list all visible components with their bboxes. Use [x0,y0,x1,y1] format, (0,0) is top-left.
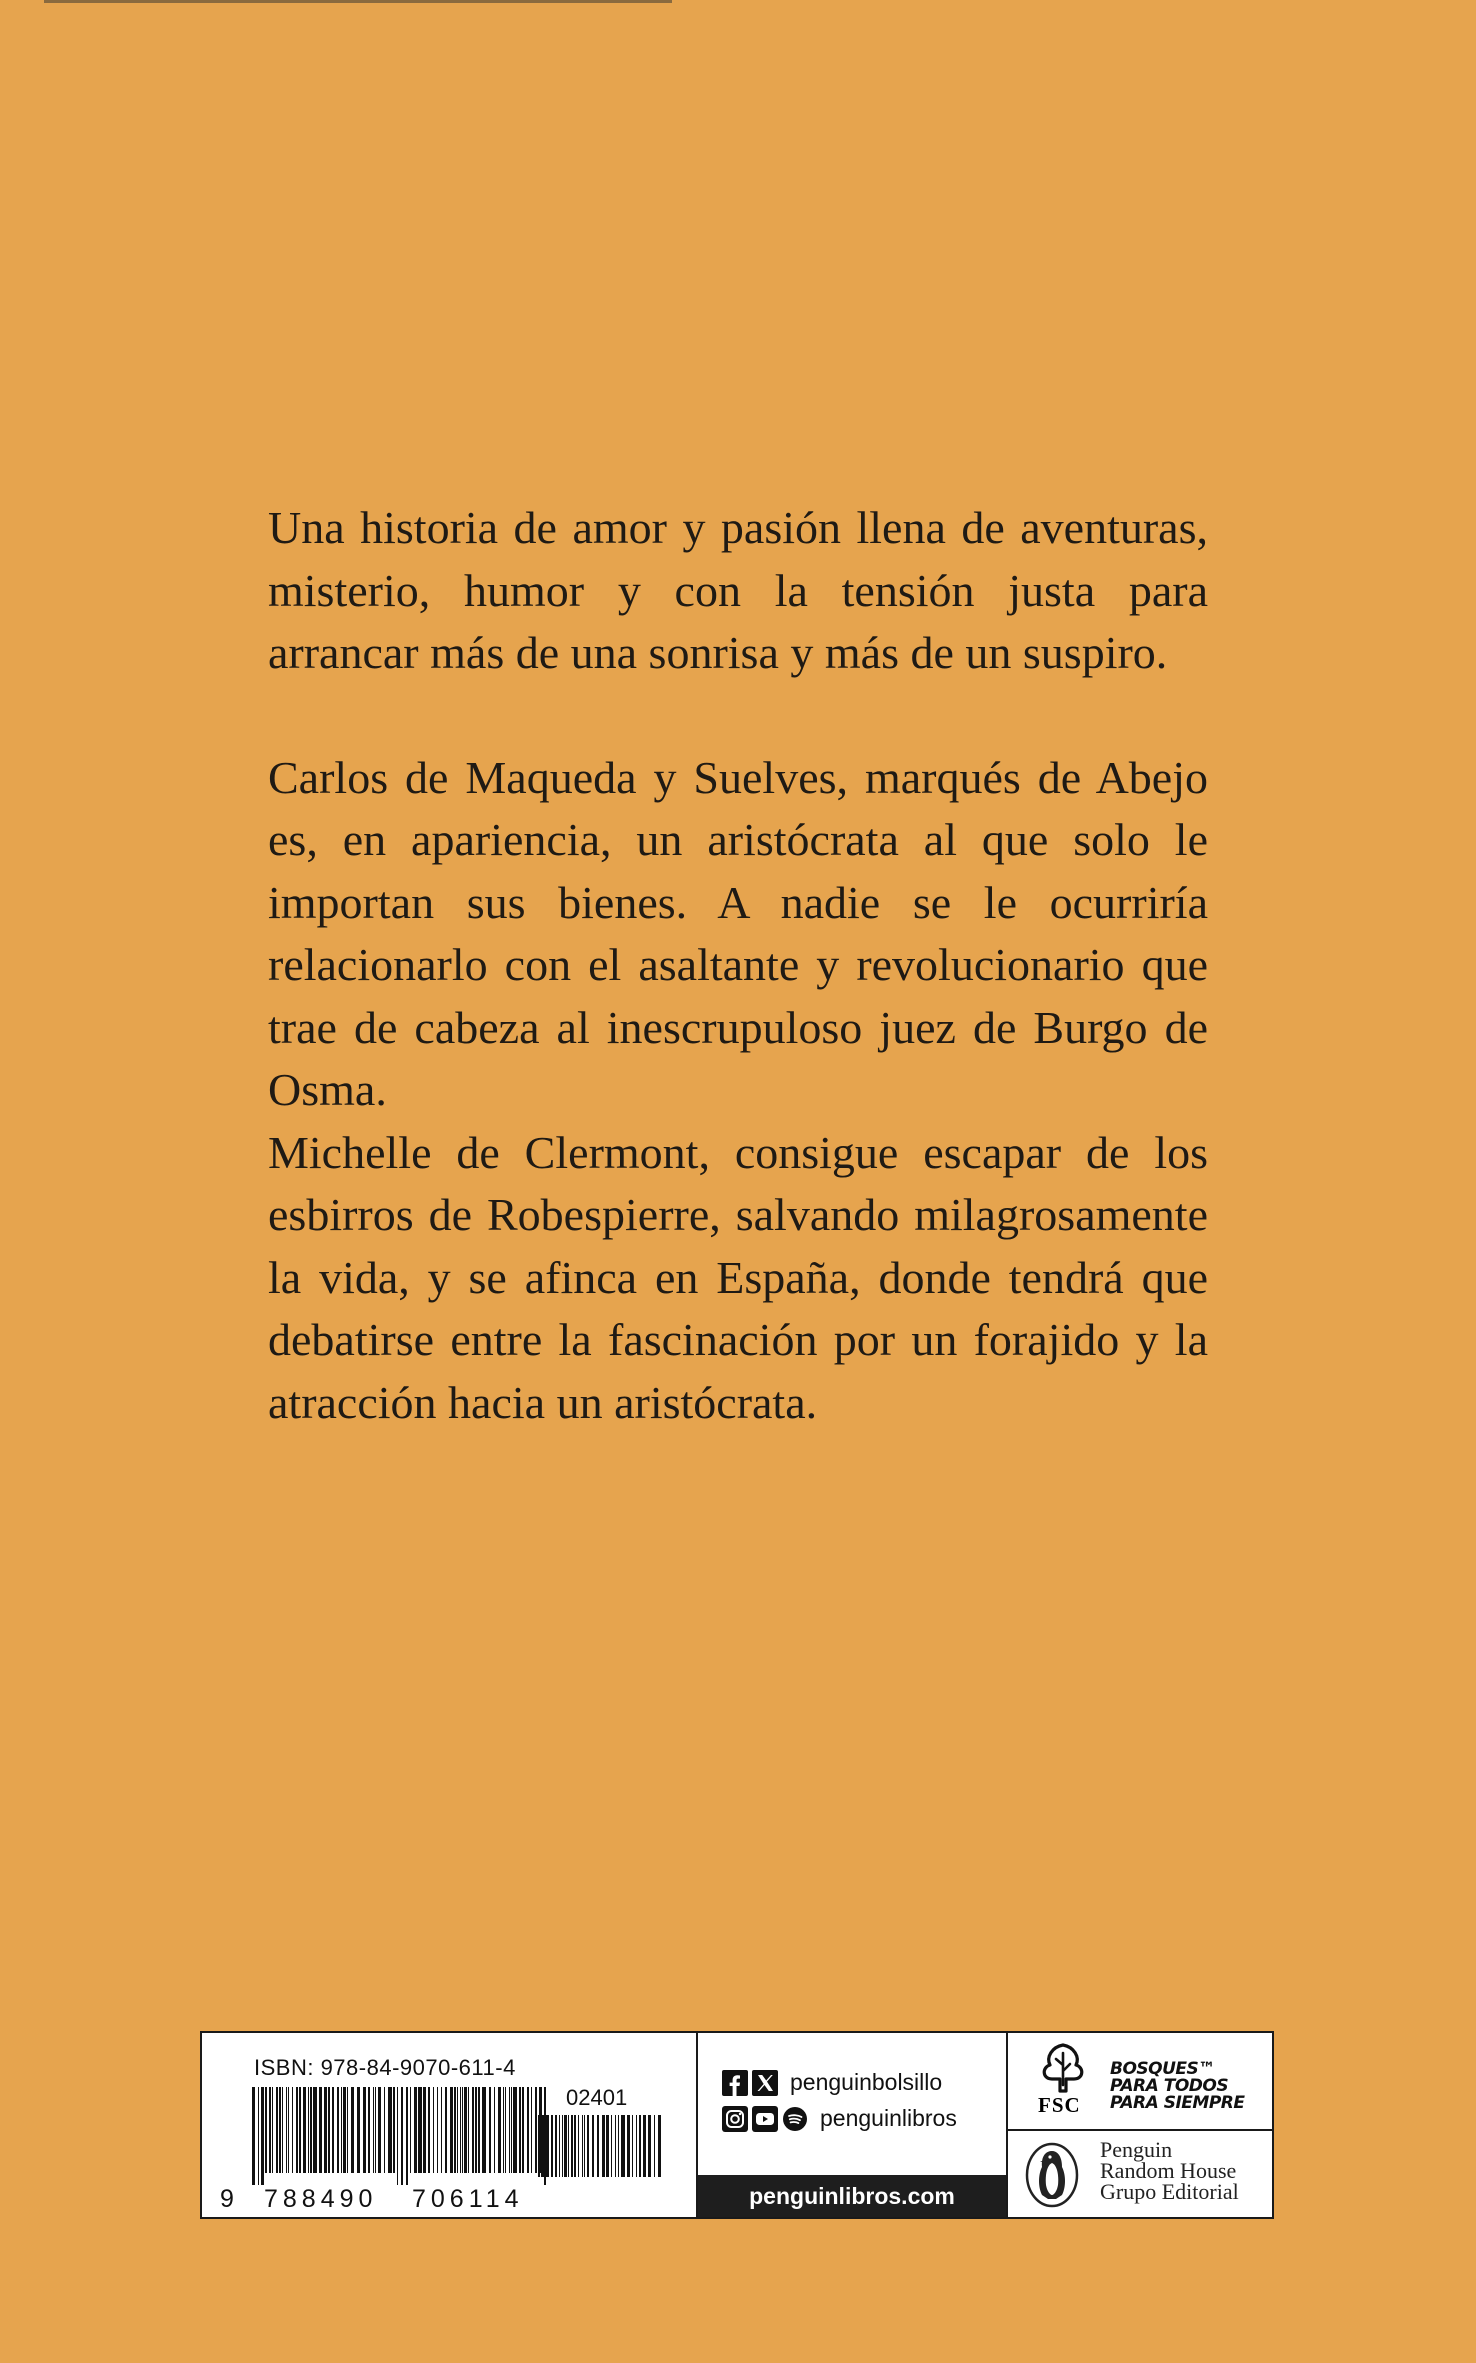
barcode-bar [545,2115,549,2177]
barcode-bar [258,2087,259,2185]
barcode-bar [423,2087,426,2173]
barcode-bar [509,2087,510,2173]
penguin-logo-icon [1024,2141,1080,2209]
barcode-bar [328,2087,330,2173]
barcode-bar [265,2087,267,2173]
barcode-bar [272,2087,273,2173]
barcode-bar [538,2115,540,2177]
barcode-bar [582,2115,583,2177]
eco-section [1008,2033,1272,2217]
barcode-bar [513,2087,517,2173]
barcode-bar [282,2087,283,2173]
barcode-bar [357,2087,360,2173]
barcode-bar [299,2087,301,2173]
barcode-bar [511,2087,512,2173]
barcode-bar [636,2115,637,2177]
barcode-bar [584,2115,585,2177]
barcode-bar [621,2115,625,2177]
barcode-bar [498,2087,501,2173]
x-icon[interactable] [752,2070,778,2096]
back-cover-blurb [268,497,1208,1434]
barcode-bar [414,2087,417,2173]
barcode-bar [618,2115,619,2177]
spotify-icon[interactable] [782,2106,808,2132]
barcode-bar [541,2115,544,2177]
barcode-bar [654,2115,655,2177]
barcode-bar [445,2087,447,2173]
barcode-bar [562,2115,563,2177]
barcode-bar [279,2087,281,2173]
barcode-bar [606,2115,609,2177]
barcode-bar [388,2087,392,2173]
barcode-bar [639,2115,641,2177]
barcode-bar [437,2087,438,2173]
bosques-line-1: BOSQUES™ [1110,2059,1215,2079]
social-handle-libros: penguinlibros [820,2105,957,2131]
bosques-slogan [1110,2061,1244,2112]
barcode-bar [269,2087,271,2173]
barcode-bar [418,2087,422,2173]
barcode-bar [252,2087,255,2185]
fsc-block [1008,2033,1272,2131]
barcode-digits-left: 788490 [264,2185,378,2213]
barcode-bar [375,2087,376,2173]
fsc-label: FSC [1038,2093,1081,2117]
social-row-bolsillo[interactable] [722,2069,942,2096]
barcode-bar [406,2087,408,2185]
barcode-bar [397,2087,398,2185]
addon-code: 02401 [566,2085,628,2110]
top-edge-line [44,0,672,3]
barcode-bar [368,2087,370,2173]
barcode-bar [441,2087,442,2173]
barcode-bar [462,2087,463,2173]
social-section [698,2033,1006,2217]
bosques-line-2: PARA TODOS [1110,2076,1229,2096]
isbn-label: ISBN: 978-84-9070-611-4 [254,2055,516,2080]
facebook-icon[interactable] [722,2070,748,2096]
barcode-bar [615,2115,616,2177]
barcode-first-digit: 9 [220,2185,234,2213]
barcode-bar [592,2115,594,2177]
barcode-bar [555,2115,557,2177]
barcode-bar [457,2087,458,2173]
barcode-bar [571,2115,573,2177]
barcode-bar [428,2087,430,2173]
barcode-bar [341,2087,342,2173]
barcode-bar [433,2087,434,2173]
barcode-bar [319,2087,322,2173]
barcode-bar [261,2087,264,2185]
barcode-bar [401,2087,403,2185]
publisher-line-1: Penguin [1100,2137,1173,2162]
barcode-bar [464,2087,467,2173]
barcode-bar [551,2115,553,2177]
barcode-bar [475,2087,477,2173]
barcode-bar [602,2115,605,2177]
barcode-bar [505,2087,506,2173]
barcode-bar [308,2087,309,2173]
barcode-bar [494,2087,495,2173]
barcode-bar [478,2087,480,2173]
fsc-tree-icon [1036,2041,1090,2093]
barcode-bar [632,2115,633,2177]
barcode-bar [587,2115,589,2177]
publisher-name [1100,2139,1239,2202]
barcode-bar [296,2087,298,2173]
blurb-paragraph-3: Michelle de Clermont, consigue escapar de los esbirros de Robespierre, salvando milagrosamente la vida, y se afinca en España, donde tendrá que debatirse entre la fascinación por un forajido y la atracción hacia un aristócrata. [268,1126,1208,1428]
barcode-section [202,2033,696,2217]
barcode-bar [535,2087,537,2173]
ean-barcode [252,2087,552,2185]
barcode-bar [410,2087,411,2173]
barcode-bar [503,2087,504,2173]
publisher-line-2: Random House [1100,2158,1237,2183]
barcode-bar [559,2115,560,2177]
barcode-bar [337,2087,339,2173]
barcode-bar [332,2087,334,2173]
barcode-bar [378,2087,381,2173]
barcode-bar [578,2115,579,2177]
barcode-bar [450,2087,453,2173]
bosques-line-3: PARA SIEMPRE [1110,2093,1245,2113]
barcode-bar [303,2087,306,2173]
barcode-bar [393,2087,395,2173]
barcode-bar [643,2115,646,2177]
barcode-bar [531,2087,532,2173]
blurb-paragraph-1: Una historia de amor y pasión llena de aventuras, misterio, humor y con la tensión justa para arrancar más de una sonrisa y más de un suspiro. [268,502,1208,678]
barcode-bar [310,2087,312,2173]
blurb-paragraph-2: Carlos de Maqueda y Suelves, marqués de Abejo es, en apariencia, un aristócrata al que solo le importan sus bienes. A nadie se le ocurriría relacionarlo con el asaltante y revolucionario que trae de cabeza al inescrupuloso juez de Burgo de Osma. [268,751,1208,1115]
barcode-bar [597,2115,599,2177]
youtube-icon[interactable] [752,2106,778,2132]
barcode-bar [527,2087,529,2173]
barcode-bar [522,2087,524,2173]
barcode-bar [611,2115,612,2177]
barcode-bar [384,2087,385,2173]
barcode-bar [568,2115,569,2177]
instagram-icon[interactable] [722,2106,748,2132]
info-panel [200,2031,1274,2219]
barcode-bar [519,2087,521,2173]
barcode-bar [373,2087,374,2173]
barcode-bar [324,2087,327,2173]
barcode-bar [489,2087,491,2173]
barcode-bar [313,2087,317,2173]
barcode-bar [482,2087,486,2173]
barcode-bar [472,2087,474,2173]
website-link[interactable]: penguinlibros.com [698,2175,1006,2217]
barcode-bar [658,2115,661,2177]
barcode-bar [627,2115,630,2177]
barcode-bar [343,2087,346,2173]
social-handle-bolsillo: penguinbolsillo [790,2069,943,2095]
barcode-bar [468,2087,469,2173]
barcode-digits-right: 706114 [412,2185,524,2213]
barcode-bar [276,2087,278,2173]
barcode-bar [351,2087,354,2173]
addon-barcode [538,2115,668,2189]
barcode-bar [292,2087,293,2173]
barcode-bar [363,2087,366,2173]
social-row-libros[interactable] [722,2105,957,2132]
barcode-bar [460,2087,461,2173]
publisher-line-3: Grupo Editorial [1100,2179,1239,2204]
barcode-bar [286,2087,287,2173]
barcode-bar [648,2115,651,2177]
barcode-bar [288,2087,289,2173]
barcode-bar [347,2087,348,2173]
barcode-bar [564,2115,567,2177]
barcode-bar [574,2115,576,2177]
barcode-bar [454,2087,456,2173]
